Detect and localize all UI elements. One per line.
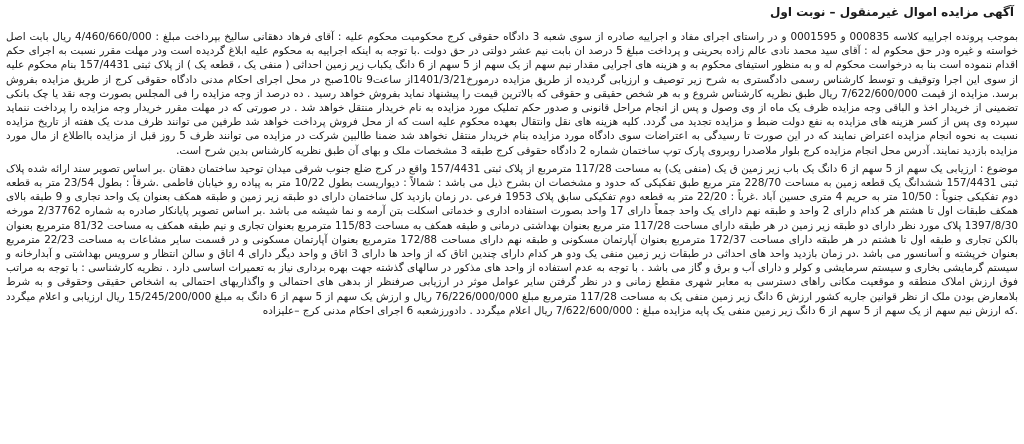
notice-paragraph-intro: بموجب پرونده اجراییه کلاسه 000835 و 0001595 و در راستای اجرای مفاد و اجراییه صادره از سوی شعبه 3 دادگاه حقوقی کرج محکومیت محکوم علیه : آقای فرهاد دهقانی سالیخ بپرداخت مبلغ : 4/460/660/000 ریال بابت اصل خواسته و غیره ودر حق محکوم له : آقای سید محمد نادی عالم زاده بحرینی و پرداخت مبلغ 5 درصد ان بابت نیم عشر دولتی در حق دولت .با توجه به اینکه اجراییه به محکوم علیه ابلاغ گردیده است ودر مهلت مقرر نسبت به اجرای حکم اقدام ننموده است بنا به درخواست محکوم له و به منظور استیفای محکوم به و هزینه های اجرایی مقدار نیم سهم از یک سهم از 5 سهم از 6 دانگ یکباب زیر زمین احداثی ( منفی یک ، قطعه یک ) از پلاک ثبتی 157/4431 بنام محکوم علیه از سوی این اجرا وتوقیف و توسط کارشناس رسمی دادگستری به شرح زیر توصیف و ارزیابی گردیده از طریق مزایده درمورخ1401/3/21از ساعت9 تا10صبح در محل اجرای احکام مدنی دادگاه حقوقی کرج از طریق مزایده بفروش برسد. مزایده از قیمت 7/622/600/000 ریال طبق نظریه کارشناس شروع و به هر شخص حقیقی و حقوقی که بالاترین قیمت را پیشنهاد نماید بفروش خواهد رسید . ده درصد از وجه مزایده را فی المجلس بصورت وجه نقد یا چک بانکی تضمینی از خریدار اخذ و الباقی وجه مزایده ظرف یک ماه از وی وصول و پس از انجام مراحل قانونی و صدور حکم تملیک مورد مزایده به نام خریدار منتقل خواهد شد . در صورتی که در مهلت مقرر خریدار وجه مزایده را پرداخت ننماید سپرده وی پس از کسر هزینه های مزایده به نفع دولت ضبط و مزایده تجدید می گردد. کلیه هزینه های نقل وانتقال بعهده محکوم علیه است که از محل فروش پرداخت خواهد شد طرفین می توانند ظرف مدت یک هفته از تاریخ مزایده نسبت به نحوه انجام مزایده اعتراض نمایند که در این صورت تا رسیدگی به اعتراضات سوی دادگاه مورد مزایده بنام خریدار منتقل نخواهد شد ضمنا طالبین شرکت در مزایده می توانند ظرف 5 روز قبل از مزایده بااطلاع از مال مورد مزایده بازدید نمایند. آدرس محل انجام مزایده کرج بلوار ملاصدرا روبروی پارک توپ ساختمان شماره 2 دادگاه حقوقی کرج طبقه 3 مشخصات ملک و بهای آن طبق نظریه کارشناس بدین شرح است. (6, 31, 1019, 157)
auction-notice (6, 4, 1018, 444)
notice-paragraph-subject: موضوع : ارزیابی یک سهم از 5 سهم از 6 دانگ یک باب زیر زمین ق یک (منفی یک) به مساحت 117/28 مترمربع از پلاک ثبتی 157/4431 واقع در کرج ضلع جنوب شرقی میدان توحید ساختمان دهقان .بر اساس تصویر سند ارائه شده پلاک ثبتی 157/4431 ششدانگ یک قطعه زمین به مساحت 228/70 متر مربع طبق تفکیکی که حدود و مشخصات ان بشرح ذیل می باشد : شمالاً : دیواریست بطول 10/22 متر به پیاده رو خیابان فاطمی .شرقاً : بطول 23/54 متر به قطعه دوم تفکیکی جنوباً : 10/50 متر به حریم 4 متری حسین آباد .غرباً : 22/20 متر به قطعه دوم تفکیکی سابق پلاک 1953 فرعی .در زمان بازدید کل ساختمان دارای دو طبقه زیر زمین و طبقه همکف بعنوان یک واحد تجاری و 9 طبقه بالای همکف طبقات اول تا هشتم هر کدام دارای 2 واحد و طبقه نهم دارای یک واحد جمعاً دارای 17 واحد بصورت استفاده اداری و خدماتی اسکلت بتن آرمه و نما شیشه می باشد .بر اساس تصویر پایانکار صادره به شماره 2/37762 مورخه 1397/8/30 پلاک مورد نظر دارای دو طبقه زیر زمین در هر طبقه دارای مساحت 117/28 متر مربع بعنوان بهداشتی درمانی و طبقه همکف به مساحت 115/83 مترمربع بعنوان تجاری و نیم طبقه همکف به مساحت 81/32 مترمربع بعنوان بالکن تجاری و طبقه اول تا هشتم در هر طبقه دارای مساحت 172/37 مترمربع بعنوان آپارتمان مسکونی و طبقه نهم دارای مساحت 172/88 مترمربع بعنوان آپارتمان مسکونی و در قسمت سایر مشاعات به مساحت 22/23 مترمربع بعنوان خرپشته و آسانسور می باشد .در زمان بازدید واحد های احداثی در طبقات زیر زمین منفی یک ودو هر کدام دارای چندین اتاق که از واحد ها دارای 3 اتاق و واحد دیگر دارای 4 اتاق و سالن انتظار و سرویس بهداشتی و آبدارخانه و سیستم گرمایشی بخاری و سیستم سرمایشی و کولر و دارای آب و برق و گاز می باشد . با توجه به عدم استفاده از واحد های مذکور در سالهای گذشته جهت بهره برداری نیاز به تعمیرات اساسی دارد . نظریه کارشناسی : با توجه به مراتب فوق ارزش املاک منطقه و موقعیت مکانی راهای دسترسی به معابر شهری مقطع زمانی و در نظر گرفتن سایر عوامل موثر در ارزیابی صرفنظر از بدهی های احتمالی و واگذاریهای احتمالی به اشخاص حقیقی وحقوقی و به شرط بلامعارض بودن ملک از نظر قوانین جاریه کشور ارزش 6 دانگ زیر زمین منفی یک به مساحت 117/28 مترمربع مبلغ 76/226/000/000 ریال و ارزش یک سهم از 5 سهم از 6 دانگ به مبلغ 15/245/200/000 ریال ارزیابی و اعلام میگردد .که ارزش نیم سهم از یک سهم از 5 سهم از 6 دانگ زیر زمین منفی یک پایه مزایده مبلغ : 7/622/600/000 ریال اعلام میگردد . دادورزشعبه 6 اجرای احکام مدنی کرج –علیزاده (6, 162, 1019, 317)
notice-title: آگهی مزایده اموال غیرمنقول – نوبت اول (769, 5, 1014, 19)
